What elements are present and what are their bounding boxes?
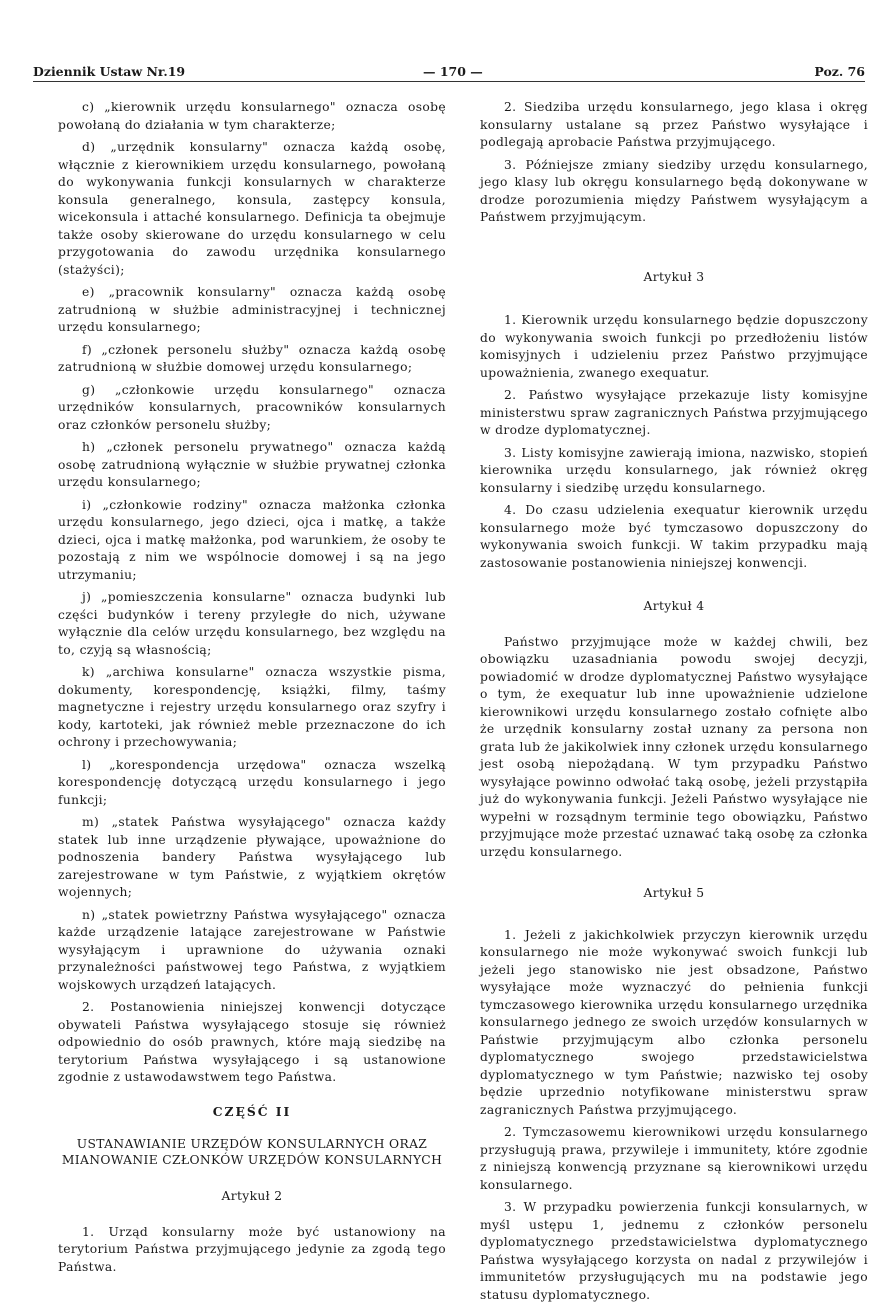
definition-c: c) „kierownik urzędu konsularnego" oznacza osobę powołaną do działania w tym charakterze; xyxy=(58,100,446,132)
definition-e: e) „pracownik konsularny" oznacza każdą osobę zatrudnioną w służbie administracyjnej i technicznej urzędu konsularnego; xyxy=(58,285,446,334)
article-3-heading: Artykuł 3 xyxy=(643,269,705,284)
article-2-heading: Artykuł 2 xyxy=(221,1189,283,1203)
article-5-paragraph-2: 2. Tymczasowemu kierownikowi urzędu konsularnego przysługują prawa, przywileje i immunitety, które zgodnie z niniejszą konwencją przyznane są kierownikowi urzędu konsularnego. xyxy=(480,1125,868,1192)
right-column xyxy=(480,99,868,1309)
left-column xyxy=(58,99,446,1281)
position-number: Poz. 76 xyxy=(814,64,865,79)
article-5-paragraph-1: 1. Jeżeli z jakichkolwiek przyczyn kierownik urzędu konsularnego nie może wykonywać swoich funkcji lub jeżeli jego stanowisko nie jest obsadzone, Państwo wysyłające może wyznaczyć do pełnienia funkcji tymczasowego kierownika urzędu konsularnego urzędnika konsularnego jednego ze swoich urzędów konsularnych w Państwie przyjmującym albo członka personelu dyplomatycznego swojego przedstawicielstwa dyplomatycznego w tym Państwie; nazwisko tej osoby będzie uprzednio notyfikowane ministerstwu spraw zagranicznych Państwa przyjmującego. xyxy=(480,927,868,1117)
article-5-paragraph-3: 3. W przypadku powierzenia funkcji konsularnych, w myśl ustępu 1, jednemu z członków personelu dyplomatycznego przedstawicielstwa dyplomatycznego Państwa wysyłającego korzysta on nadal z przywilejów i immunitetów przysługujących mu na podstawie jego statusu dyplomatycznego. xyxy=(480,1200,868,1302)
article-2-paragraph-2: 2. Siedziba urzędu konsularnego, jego klasa i okręg konsularny ustalane są przez Państwo wysyłające i podlegają aprobacie Państwa przyjmującego. xyxy=(480,100,868,149)
article-3-paragraph-1: 1. Kierownik urzędu konsularnego będzie dopuszczony do wykonywania swoich funkcji po przedłożeniu listów komisyjnych i udzieleniu przez Państwo przyjmujące upoważnienia, zwanego exequatur. xyxy=(480,313,868,380)
definition-n: n) „statek powietrzny Państwa wysyłającego" oznacza każde urządzenie latające zarejestrowane w Państwie wysyłającym i uprawnione do używania oznaki przynależności państwowej tego Państwa, z wyjątkiem wojskowych urządzeń latających. xyxy=(58,907,446,992)
definition-l: l) „korespondencja urzędowa" oznacza wszelką korespondencję dotyczącą urzędu konsularnego i jego funkcji; xyxy=(58,757,446,807)
paragraph-2: 2. Postanowienia niniejszej konwencji dotyczące obywateli Państwa wysyłającego stosuje się również odpowiednio do osób prawnych, które mają siedzibę na terytorium Państwa wysyłającego i są ustanowione zgodnie z ustawodawstwem tego Państwa. xyxy=(58,1000,446,1084)
article-4-paragraph: Państwo przyjmujące może w każdej chwili, bez obowiązku uzasadniania powodu swojej decyzji, powiadomić w drodze dyplomatycznej Państwo wysyłające o tym, że exequatur lub inne upoważnienie udzielone kierownikowi urzędu konsularnego zostało cofnięte albo że urzędnik konsularny został uznany za persona non grata lub że jakikolwiek inny członek urzędu konsularnego jest osobą niepożądaną. W tym przypadku Państwo wysyłające powinno odwołać taką osobę, jeżeli przystąpiła już do wykonywania funkcji. Jeżeli Państwo wysyłające nie wypełni w rozsądnym terminie tego obowiązku, Państwo przyjmujące może przestać uznawać taką osobę za członka urzędu konsularnego. xyxy=(480,634,868,859)
part-title: USTANAWIANIE URZĘDÓW KONSULARNYCH ORAZ MIANOWANIE CZŁONKÓW URZĘDÓW KONSULARNYCH xyxy=(61,1137,443,1167)
part-heading: CZĘŚĆ II xyxy=(212,1103,292,1119)
definition-g: g) „członkowie urzędu konsularnego" oznacza urzędników konsularnych, pracowników konsularnych oraz członków personelu służby; xyxy=(58,382,446,432)
article-3-paragraph-2: 2. Państwo wysyłające przekazuje listy komisyjne ministerstwu spraw zagranicznych Państwa przyjmującego w drodze dyplomatycznej. xyxy=(480,388,868,437)
page-number: — 170 — xyxy=(423,64,483,79)
definition-m: m) „statek Państwa wysyłającego" oznacza każdy statek lub inne urządzenie pływające, upoważnione do podnoszenia bandery Państwa wysyłającego lub zarejestrowane w tym Państwie, z wyjątkiem okrętów wojennych; xyxy=(58,815,446,899)
definition-i: i) „członkowie rodziny" oznacza małżonka członka urzędu konsularnego, jego dzieci, ojca i matkę, a także dzieci, ojca i matkę małżonka, pod warunkiem, że osoby te pozostają z nim we wspólnocie domowej i są na jego utrzymaniu; xyxy=(58,497,446,582)
definition-h: h) „członek personelu prywatnego" oznacza każdą osobę zatrudnioną wyłącznie w służbie prywatnej członka urzędu konsularnego; xyxy=(58,440,446,489)
article-3-paragraph-4: 4. Do czasu udzielenia exequatur kierownik urzędu konsularnego może być tymczasowo dopuszczony do wykonywania swoich funkcji. W takim przypadku mają zastosowanie postanowienia niniejszej konwencji. xyxy=(480,503,868,570)
definition-k: k) „archiwa konsularne" oznacza wszystkie pisma, dokumenty, korespondencję, książki, filmy, taśmy magnetyczne i rejestry urzędu konsularnego oraz szyfry i kody, kartoteki, jak również meble przeznaczone do ich ochrony i przechowywania; xyxy=(58,665,446,749)
definition-d: d) „urzędnik konsularny" oznacza każdą osobę, włącznie z kierownikiem urzędu konsularnego, powołaną do wykonywania funkcji konsularnych w charakterze konsula generalnego, konsula, zastępcy konsula, wicekonsula i attaché konsularnego. Definicja ta obejmuje także osoby skierowane do urzędu konsularnego w celu przygotowania do zawodu urzędnika konsularnego (stażyści); xyxy=(58,140,446,277)
definition-f: f) „członek personelu służby" oznacza każdą osobę zatrudnioną w służbie domowej urzędu konsularnego; xyxy=(58,342,446,374)
article-4-heading: Artykuł 4 xyxy=(643,599,705,613)
article-2-paragraph-3: 3. Późniejsze zmiany siedziby urzędu konsularnego, jego klasy lub okręgu konsularnego będą dokonywane w drodze porozumienia między Państwem wysyłającym a Państwem przyjmującym. xyxy=(480,157,868,224)
article-5-heading: Artykuł 5 xyxy=(643,886,705,900)
article-3-paragraph-3: 3. Listy komisyjne zawierają imiona, nazwisko, stopień kierownika urzędu konsularnego, jak również okręg konsularny i siedzibę urzędu konsularnego. xyxy=(480,445,868,495)
page-header xyxy=(33,64,865,80)
definition-j: j) „pomieszczenia konsularne" oznacza budynki lub części budynków i tereny przyległe do nich, używane wyłącznie dla celów urzędu konsularnego, bez względu na to, czyją są własnością; xyxy=(58,590,446,657)
header-rule xyxy=(33,81,865,82)
journal-title: Dziennik Ustaw Nr.19 xyxy=(33,64,186,79)
article-2-paragraph-1: 1. Urząd konsularny może być ustanowiony na terytorium Państwa przyjmującego jedynie za zgodą tego Państwa. xyxy=(58,1224,446,1274)
